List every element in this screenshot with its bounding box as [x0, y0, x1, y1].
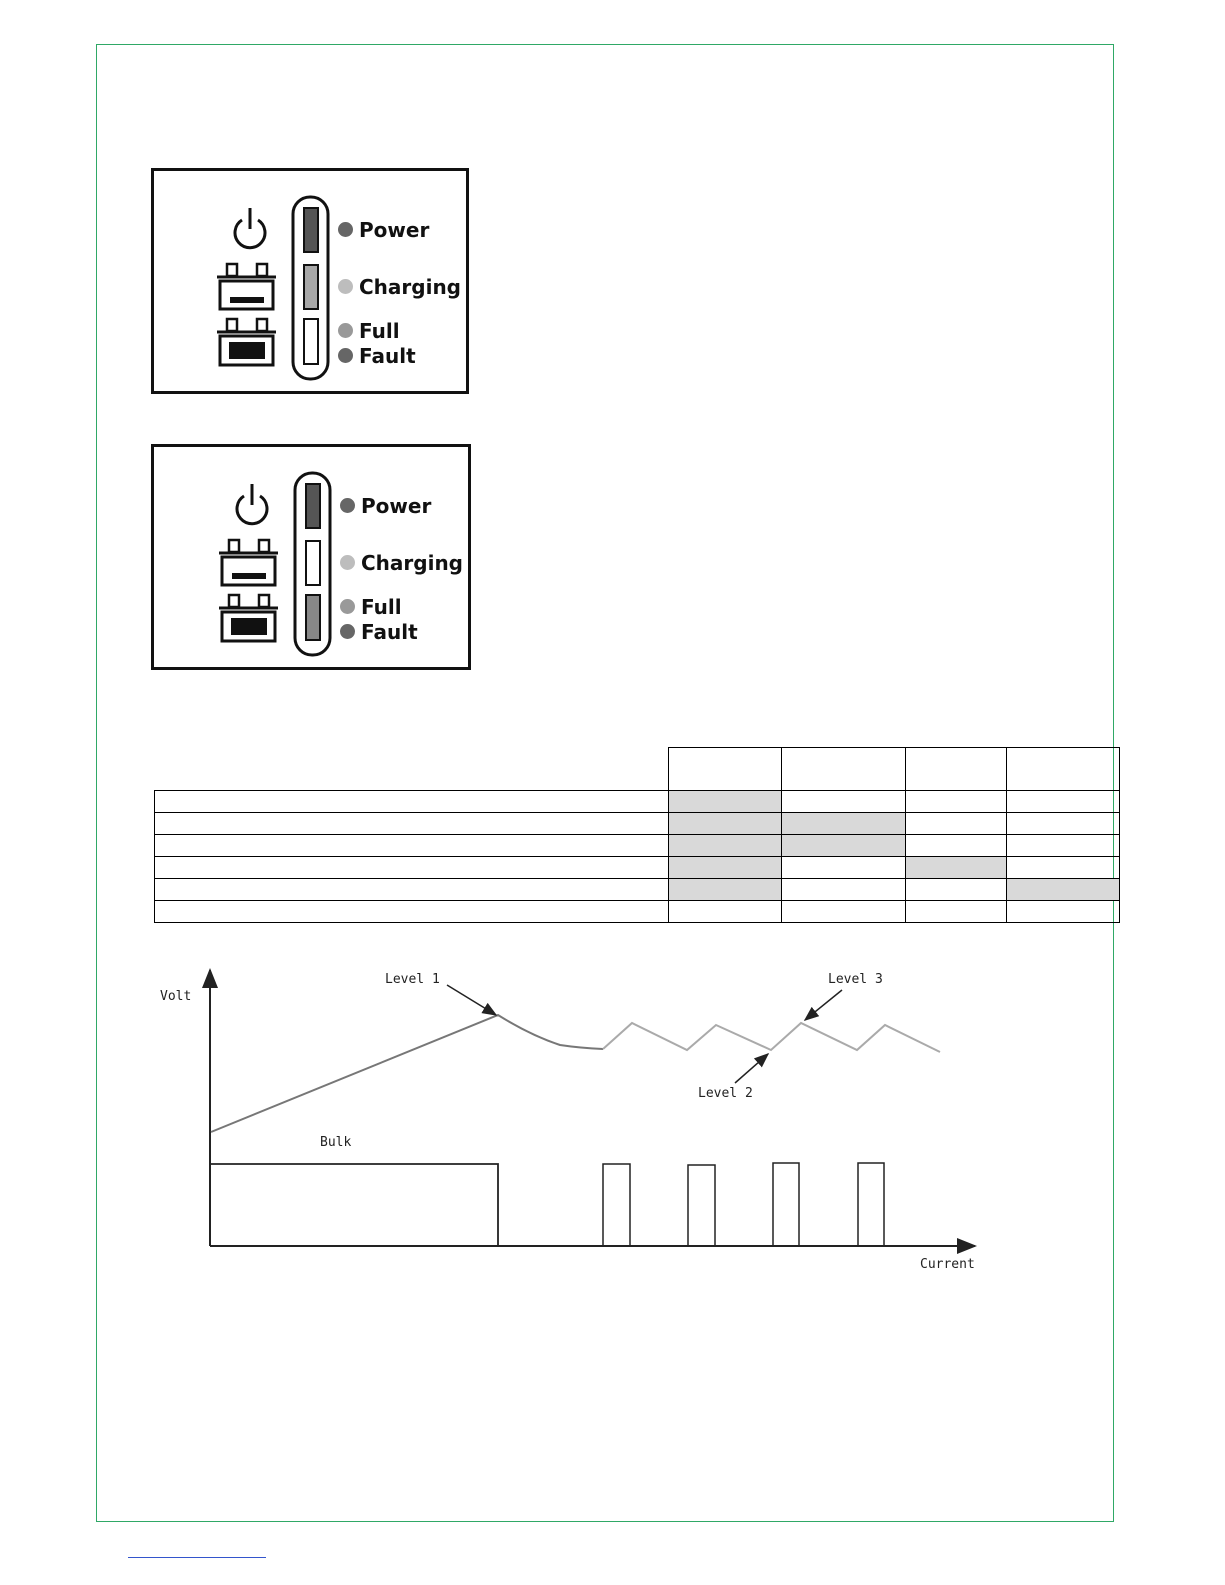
float-current-pulse — [773, 1163, 799, 1246]
power-icon — [235, 208, 265, 248]
power-led-indicator — [304, 208, 318, 252]
full-fault-led-indicator — [306, 595, 320, 640]
bulk-voltage-line — [211, 1015, 603, 1132]
table-row-label-cell — [155, 835, 669, 857]
level3-arrow — [805, 990, 842, 1020]
table-cell — [1006, 791, 1119, 813]
table-cell-lit — [668, 857, 781, 879]
table-row — [155, 879, 1120, 901]
power-icon — [237, 484, 267, 524]
table-row — [155, 857, 1120, 879]
fault-led-dot — [340, 624, 355, 639]
table-row — [155, 791, 1120, 813]
full-fault-led-indicator — [304, 319, 318, 364]
table-cell-lit — [781, 835, 905, 857]
float-voltage-line — [603, 1023, 940, 1052]
table-cell — [781, 901, 905, 923]
fault-led-dot — [338, 348, 353, 363]
float-current-pulse — [688, 1165, 715, 1246]
level1-arrow — [447, 985, 496, 1015]
table-cell-lit — [668, 879, 781, 901]
table-header-cell — [668, 748, 781, 791]
table-row-label-cell — [155, 857, 669, 879]
footer-link-underline — [128, 1557, 266, 1558]
table-row-label-cell — [155, 813, 669, 835]
table-cell — [905, 879, 1006, 901]
full-label: Full — [359, 319, 400, 343]
led-panel-fault — [151, 444, 471, 670]
table-header-cell — [905, 748, 1006, 791]
float-current-pulse — [603, 1164, 630, 1246]
table-row — [155, 901, 1120, 923]
table-cell — [1006, 901, 1119, 923]
full-label: Full — [361, 595, 402, 619]
level2-arrow — [735, 1054, 768, 1083]
table-cell — [668, 901, 781, 923]
table-header-cell — [781, 748, 905, 791]
charge-profile-diagram — [0, 950, 1225, 1350]
led-status-table — [154, 747, 1120, 923]
fault-label: Fault — [359, 344, 416, 368]
battery-half-icon — [219, 540, 278, 585]
volt-axis-label: Volt — [160, 989, 192, 1004]
level3-label: Level 3 — [828, 972, 883, 987]
table-cell-lit — [668, 835, 781, 857]
table-cell — [905, 835, 1006, 857]
table-cell — [905, 901, 1006, 923]
table-cell — [1006, 835, 1119, 857]
table-cell — [1006, 813, 1119, 835]
table-cell — [905, 813, 1006, 835]
table-corner-cell — [155, 748, 669, 791]
table-cell — [781, 857, 905, 879]
table-cell — [905, 791, 1006, 813]
battery-full-icon — [217, 319, 276, 365]
table-cell-lit — [781, 813, 905, 835]
charging-label: Charging — [361, 551, 464, 575]
table-cell-lit — [1006, 879, 1119, 901]
battery-full-icon — [219, 595, 278, 641]
power-led-dot — [338, 222, 353, 237]
charging-led-dot — [340, 555, 355, 570]
bulk-label: Bulk — [320, 1135, 352, 1150]
level2-label: Level 2 — [698, 1086, 753, 1101]
table-cell-lit — [905, 857, 1006, 879]
power-label: Power — [361, 494, 432, 518]
current-axis-label: Current — [920, 1257, 975, 1272]
power-label: Power — [359, 218, 430, 242]
power-led-indicator — [306, 484, 320, 528]
table-row — [155, 813, 1120, 835]
table-cell-lit — [668, 813, 781, 835]
table-cell-lit — [668, 791, 781, 813]
power-led-dot — [340, 498, 355, 513]
battery-half-icon — [217, 264, 276, 309]
full-led-dot — [338, 323, 353, 338]
level1-label: Level 1 — [385, 972, 440, 987]
table-row-label-cell — [155, 901, 669, 923]
charging-led-dot — [338, 279, 353, 294]
table-row — [155, 835, 1120, 857]
table-header-row — [155, 748, 1120, 791]
bulk-current-pulse — [210, 1164, 498, 1246]
charging-led-indicator — [304, 265, 318, 309]
full-led-dot — [340, 599, 355, 614]
charging-label: Charging — [359, 275, 462, 299]
table-header-cell — [1006, 748, 1119, 791]
table-row-label-cell — [155, 879, 669, 901]
table-cell — [1006, 857, 1119, 879]
led-panel-charging — [151, 168, 469, 394]
table-cell — [781, 879, 905, 901]
table-row-label-cell — [155, 791, 669, 813]
table-cell — [781, 791, 905, 813]
float-current-pulse — [858, 1163, 884, 1246]
charging-led-indicator — [306, 541, 320, 585]
fault-label: Fault — [361, 620, 418, 644]
